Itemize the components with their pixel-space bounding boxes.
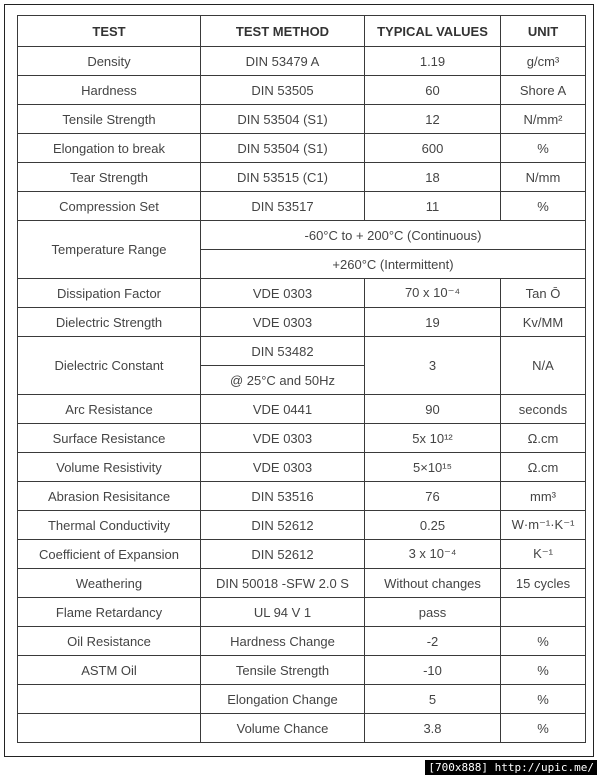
cell-value: Without changes: [365, 569, 501, 598]
table-row: [18, 685, 586, 714]
cell-value: 3.8: [365, 714, 501, 743]
cell-unit: seconds: [501, 395, 586, 424]
cell-unit: %: [501, 134, 586, 163]
cell-unit: %: [501, 627, 586, 656]
cell-test: Dissipation Factor: [18, 279, 201, 308]
cell-method: DIN 50018 -SFW 2.0 S: [201, 569, 365, 598]
cell-test: Dielectric Strength: [18, 308, 201, 337]
cell-unit: Kv/MM: [501, 308, 586, 337]
table-row: [18, 163, 586, 192]
cell-test: Tensile Strength: [18, 105, 201, 134]
cell-method: DIN 53504 (S1): [201, 134, 365, 163]
cell-method: DIN 53505: [201, 76, 365, 105]
cell-unit: N/A: [501, 337, 586, 395]
cell-test: Hardness: [18, 76, 201, 105]
table-row-temperature: [18, 221, 586, 250]
cell-test: Tear Strength: [18, 163, 201, 192]
cell-value: 12: [365, 105, 501, 134]
header-test: TEST: [18, 16, 201, 47]
watermark-label: [700x888] http://upic.me/: [425, 760, 597, 775]
cell-method: DIN 52612: [201, 511, 365, 540]
table-row: [18, 714, 586, 743]
cell-temperature-intermittent: +260°C (Intermittent): [201, 250, 586, 279]
cell-method: VDE 0303: [201, 308, 365, 337]
cell-value: 19: [365, 308, 501, 337]
table-row: [18, 569, 586, 598]
cell-test: Coefficient of Expansion: [18, 540, 201, 569]
cell-method: DIN 52612: [201, 540, 365, 569]
cell-method: VDE 0303: [201, 424, 365, 453]
cell-unit: N/mm: [501, 163, 586, 192]
cell-unit: K⁻¹: [501, 540, 586, 569]
cell-value: 5x 10¹²: [365, 424, 501, 453]
cell-unit: W·m⁻¹·K⁻¹: [501, 511, 586, 540]
table-row: [18, 598, 586, 627]
cell-method: DIN 53479 A: [201, 47, 365, 76]
cell-value: 3: [365, 337, 501, 395]
cell-unit: %: [501, 685, 586, 714]
cell-unit: [501, 598, 586, 627]
table-row: [18, 76, 586, 105]
cell-unit: %: [501, 714, 586, 743]
cell-value: -10: [365, 656, 501, 685]
cell-test: Volume Resistivity: [18, 453, 201, 482]
table-row: [18, 47, 586, 76]
cell-test: Dielectric Constant: [18, 337, 201, 395]
cell-method: Volume Chance: [201, 714, 365, 743]
cell-test: Weathering: [18, 569, 201, 598]
cell-unit: Ω.cm: [501, 424, 586, 453]
cell-value: 90: [365, 395, 501, 424]
table-row: [18, 308, 586, 337]
cell-method: VDE 0441: [201, 395, 365, 424]
properties-table: [17, 15, 586, 743]
table-row: [18, 192, 586, 221]
cell-test: Abrasion Resisitance: [18, 482, 201, 511]
table-row: [18, 395, 586, 424]
cell-method: VDE 0303: [201, 453, 365, 482]
cell-unit: %: [501, 192, 586, 221]
cell-method: DIN 53516: [201, 482, 365, 511]
header-test-method: TEST METHOD: [201, 16, 365, 47]
table-row: [18, 627, 586, 656]
table-row: [18, 134, 586, 163]
table-header-row: [18, 16, 586, 47]
cell-method: DIN 53482: [201, 337, 365, 366]
cell-unit: Ω.cm: [501, 453, 586, 482]
cell-value: 0.25: [365, 511, 501, 540]
cell-unit: Tan Ō: [501, 279, 586, 308]
table-row: [18, 540, 586, 569]
cell-unit: 15 cycles: [501, 569, 586, 598]
cell-method: DIN 53517: [201, 192, 365, 221]
cell-method: @ 25°C and 50Hz: [201, 366, 365, 395]
table-row: [18, 453, 586, 482]
header-typical-values: TYPICAL VALUES: [365, 16, 501, 47]
table-row: [18, 511, 586, 540]
cell-test: [18, 685, 201, 714]
table-row: [18, 656, 586, 685]
cell-value: 3 x 10⁻⁴: [365, 540, 501, 569]
header-unit: UNIT: [501, 16, 586, 47]
cell-test: Density: [18, 47, 201, 76]
cell-test: Surface Resistance: [18, 424, 201, 453]
cell-unit: g/cm³: [501, 47, 586, 76]
cell-value: 11: [365, 192, 501, 221]
cell-test: Thermal Conductivity: [18, 511, 201, 540]
cell-method: UL 94 V 1: [201, 598, 365, 627]
table-row-dielectric: [18, 337, 586, 366]
cell-value: 60: [365, 76, 501, 105]
cell-method: Tensile Strength: [201, 656, 365, 685]
cell-value: 5: [365, 685, 501, 714]
cell-test: Flame Retardancy: [18, 598, 201, 627]
cell-method: DIN 53515 (C1): [201, 163, 365, 192]
table-row: [18, 279, 586, 308]
cell-test: Oil Resistance: [18, 627, 201, 656]
cell-value: 600: [365, 134, 501, 163]
cell-method: DIN 53504 (S1): [201, 105, 365, 134]
cell-value: 1.19: [365, 47, 501, 76]
cell-test: Compression Set: [18, 192, 201, 221]
table-row: [18, 105, 586, 134]
cell-unit: N/mm²: [501, 105, 586, 134]
cell-method: Hardness Change: [201, 627, 365, 656]
cell-unit: %: [501, 656, 586, 685]
table-row: [18, 424, 586, 453]
cell-unit: mm³: [501, 482, 586, 511]
cell-method: Elongation Change: [201, 685, 365, 714]
cell-value: 5×10¹⁵: [365, 453, 501, 482]
table-row: [18, 482, 586, 511]
cell-temperature-continuous: -60°C to + 200°C (Continuous): [201, 221, 586, 250]
cell-value: -2: [365, 627, 501, 656]
cell-test: [18, 714, 201, 743]
cell-test: Temperature Range: [18, 221, 201, 279]
cell-method: VDE 0303: [201, 279, 365, 308]
cell-value: 18: [365, 163, 501, 192]
cell-value: pass: [365, 598, 501, 627]
cell-test: ASTM Oil: [18, 656, 201, 685]
cell-value: 70 x 10⁻⁴: [365, 279, 501, 308]
cell-unit: Shore A: [501, 76, 586, 105]
cell-value: 76: [365, 482, 501, 511]
cell-test: Elongation to break: [18, 134, 201, 163]
cell-test: Arc Resistance: [18, 395, 201, 424]
